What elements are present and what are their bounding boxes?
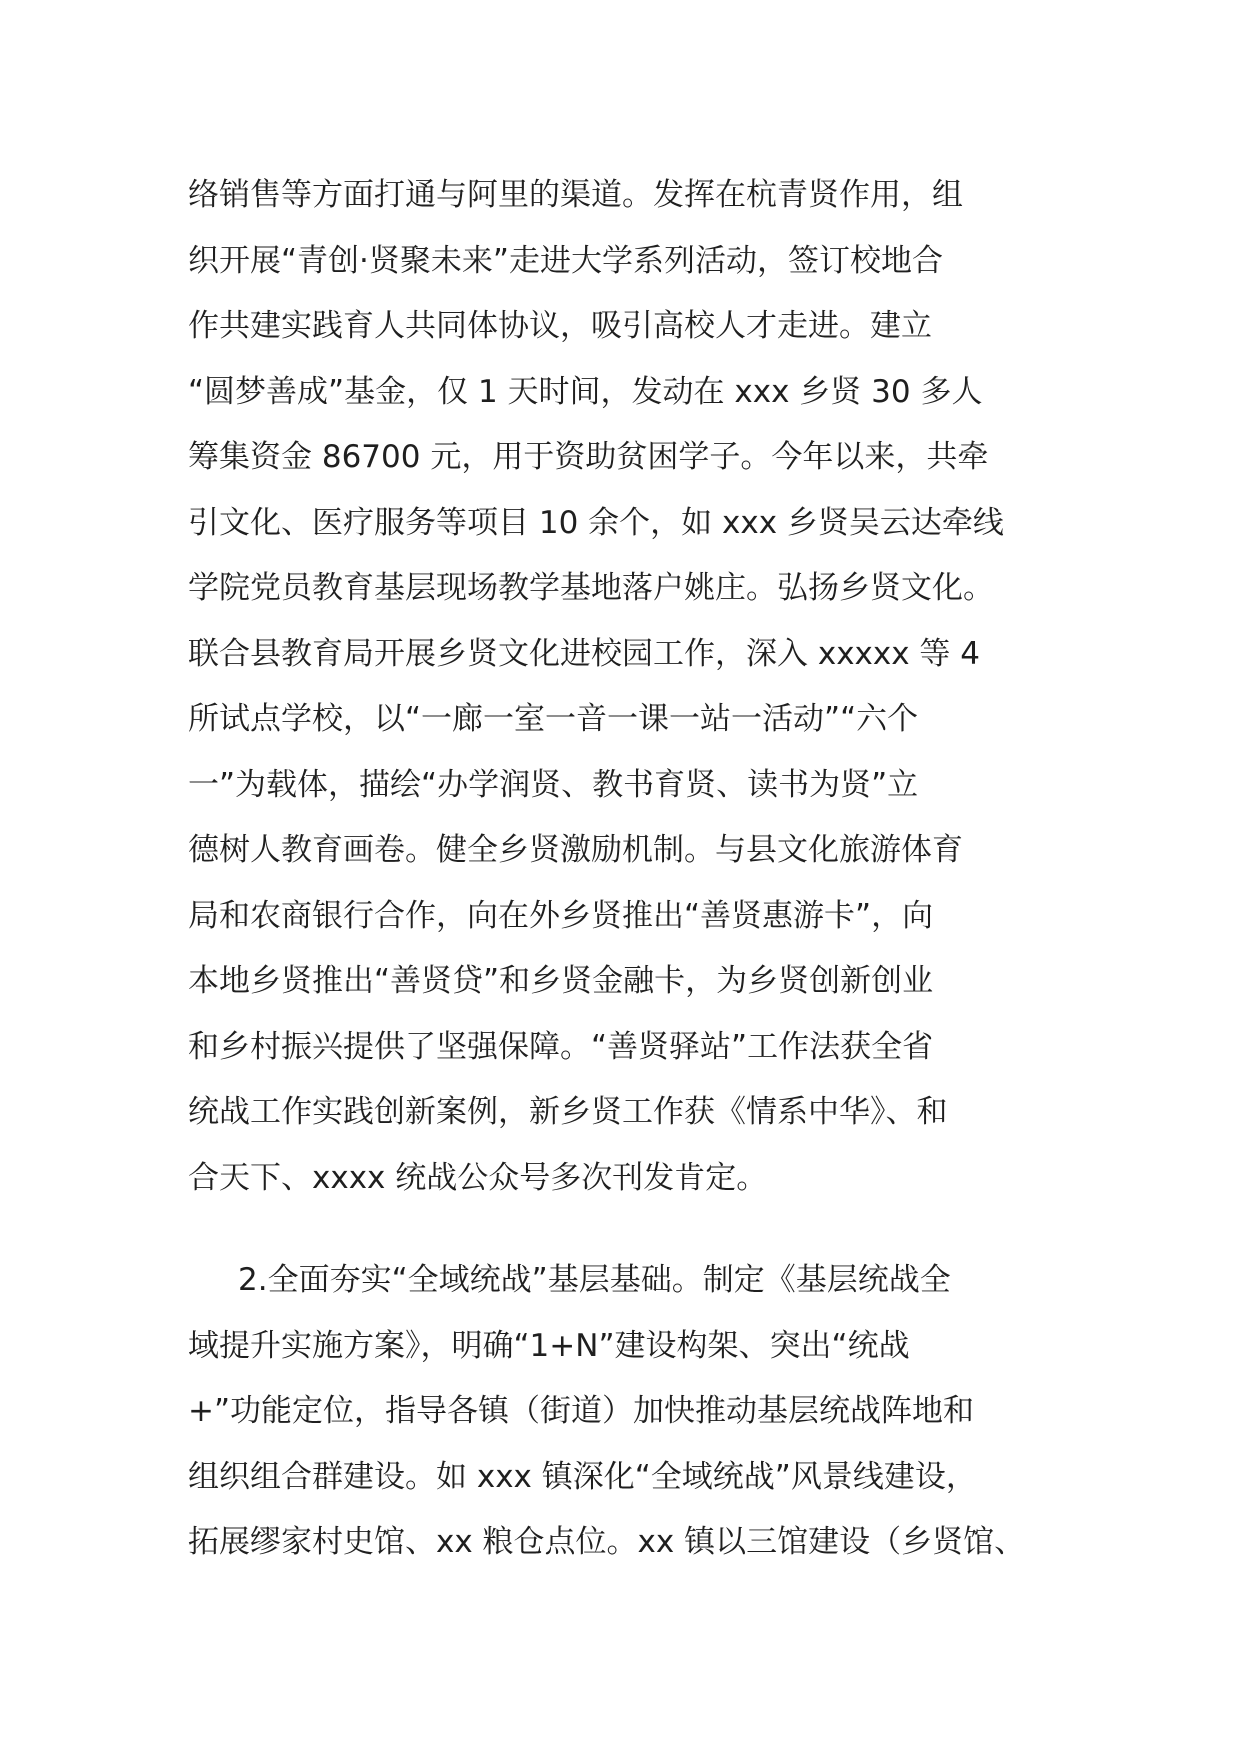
text-line: 所试点学校，以“一廊一室一音一课一站一活动”“六个 (188, 701, 919, 737)
text-line: 和乡村振兴提供了坚强保障。“善贤驿站”工作法获全省 (188, 1028, 934, 1065)
text-line: 织开展“青创·贤聚未来”走进大学系列活动，签订校地合 (188, 242, 943, 279)
text-line: 德树人教育画卷。健全乡贤激励机制。与县文化旅游体育 (188, 832, 963, 868)
text-line: 作共建实践育人共同体协议，吸引高校人才走进。建立 (188, 308, 932, 344)
text-line: 统战工作实践创新案例，新乡贤工作获《情系中华》、和 (188, 1094, 948, 1130)
paragraph-1 (188, 163, 1088, 1211)
text-line: 合天下、xxxx 统战公众号多次刊发肯定。 (188, 1159, 768, 1196)
text-line: 一”为载体，描绘“办学润贤、教书育贤、读书为贤”立 (188, 766, 919, 803)
paragraph-2 (188, 1248, 1088, 1576)
text-line: “圆梦善成”基金，仅 1 天时间，发动在 xxx 乡贤 30 多人 (188, 373, 983, 410)
text-line: 引文化、医疗服务等项目 10 余个，如 xxx 乡贤吴云达牵线 (188, 504, 1004, 541)
text-line: 域提升实施方案》，明确“1+N”建设构架、突出“统战 (188, 1327, 910, 1364)
text-line: 学院党员教育基层现场教学基地落户姚庄。弘扬乡贤文化。 (188, 570, 994, 606)
text-line: 拓展缪家村史馆、xx 粮仓点位。xx 镇以三馆建设（乡贤馆、 (188, 1524, 1026, 1560)
text-line: 本地乡贤推出“善贤贷”和乡贤金融卡，为乡贤创新创业 (188, 963, 934, 999)
text-line: 2.全面夯实“全域统战”基层基础。制定《基层统战全 (238, 1262, 951, 1298)
text-line: 联合县教育局开展乡贤文化进校园工作，深入 xxxxx 等 4 (188, 635, 981, 672)
text-line: 组织组合群建设。如 xxx 镇深化“全域统战”风景线建设， (188, 1458, 977, 1495)
text-line: 局和农商银行合作，向在外乡贤推出“善贤惠游卡”，向 (188, 897, 934, 934)
text-line: 络销售等方面打通与阿里的渠道。发挥在杭青贤作用，组 (188, 177, 963, 213)
text-line: 筹集资金 86700 元，用于资助贫困学子。今年以来，共牵 (188, 439, 989, 475)
text-line: +”功能定位，指导各镇（街道）加快推动基层统战阵地和 (188, 1393, 975, 1429)
